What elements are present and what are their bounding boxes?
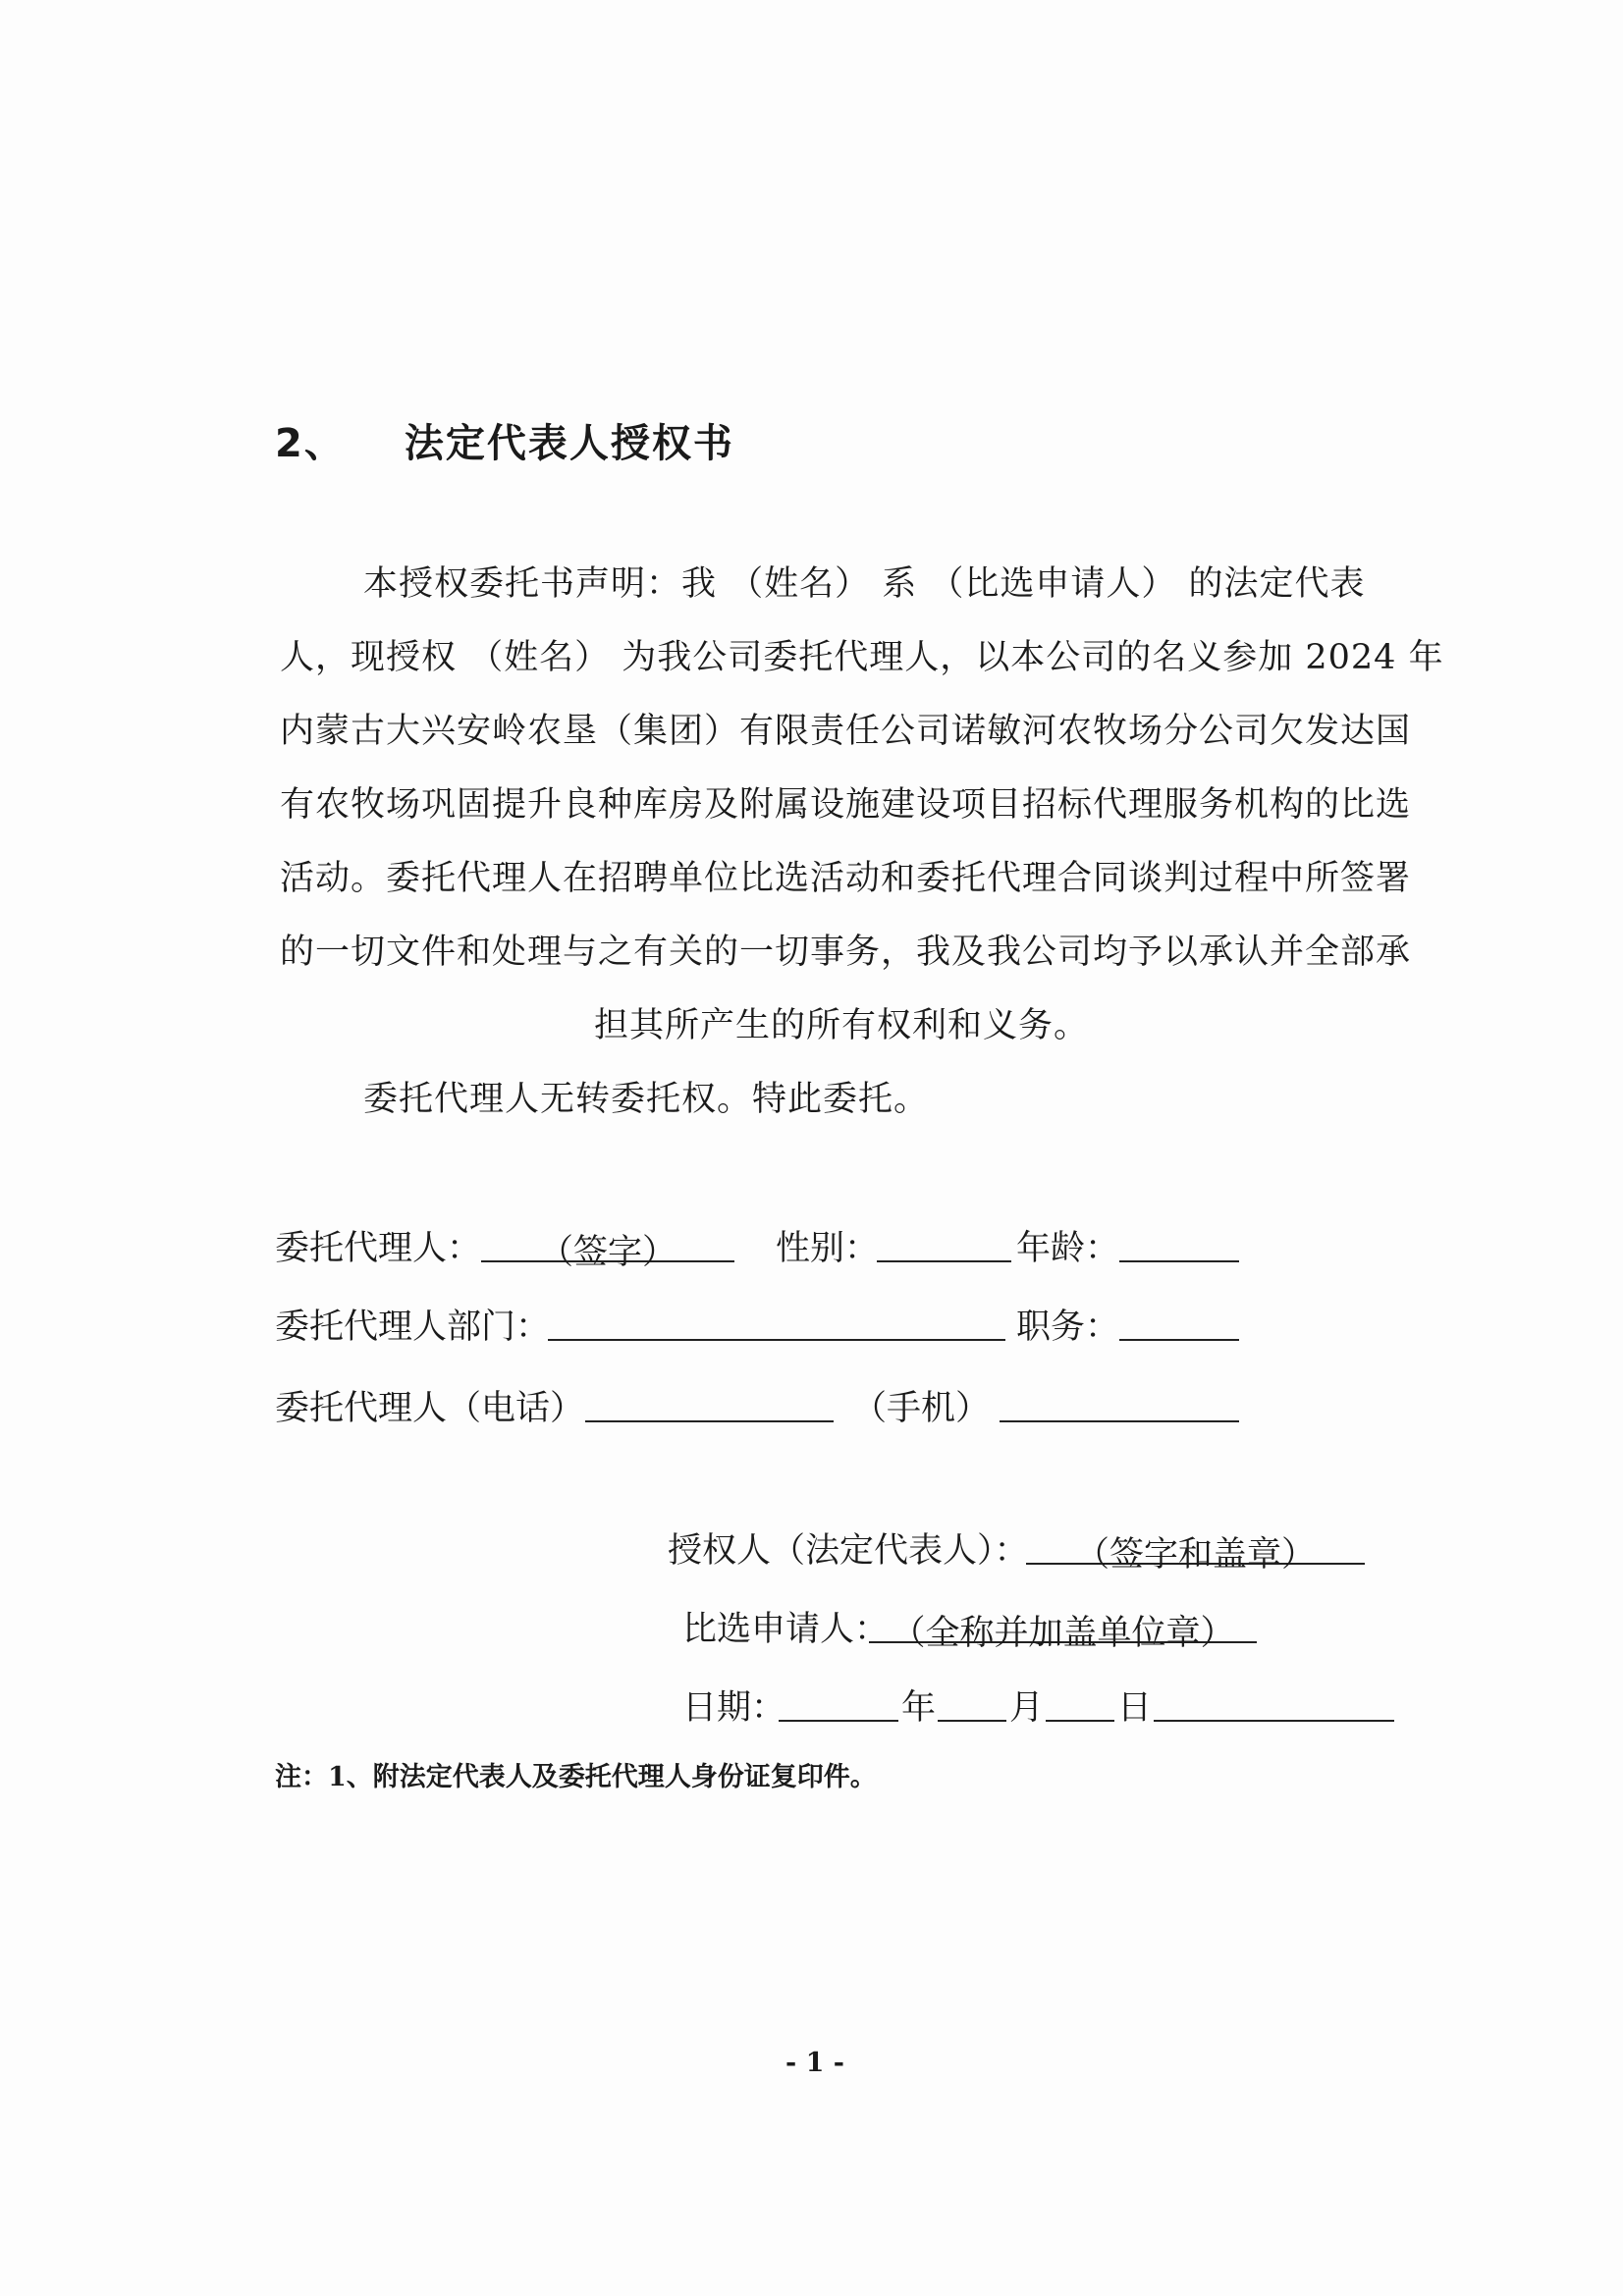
footnote: 注：1、附法定代表人及委托代理人身份证复印件。 — [275, 1762, 877, 1792]
authorizer-signature-hint: （签字和盖章） — [1074, 1535, 1316, 1575]
age-blank — [1119, 1225, 1239, 1262]
gender-label: 性别： — [776, 1229, 880, 1268]
body-line-8: 委托代理人无转委托权。特此委托。 — [363, 1080, 930, 1119]
body-line-3: 内蒙古大兴安岭农垦（集团）有限责任公司诺敏河农牧场分公司欠发达国 — [280, 712, 1412, 751]
phone-label: 委托代理人（电话） — [275, 1389, 585, 1428]
applicant-seal-hint: （全称并加盖单位章） — [891, 1614, 1235, 1653]
body-line-7: 担其所产生的所有权利和义务。 — [594, 1006, 1090, 1045]
body-line-4: 有农牧场巩固提升良种库房及附属设施建设项目招标代理服务机构的比选 — [280, 785, 1412, 825]
agent-signature-hint: （签字） — [538, 1233, 676, 1272]
mobile-blank — [1000, 1385, 1239, 1422]
mobile-label: （手机） — [852, 1389, 991, 1428]
authorizer-label: 授权人（法定代表人）： — [668, 1531, 1029, 1571]
date-year-blank — [779, 1684, 898, 1722]
date-year-label: 年 — [901, 1688, 937, 1728]
applicant-seal-blank — [869, 1606, 1257, 1653]
section-number: 2、 — [275, 421, 346, 466]
section-heading — [275, 412, 734, 468]
phone-blank — [585, 1385, 834, 1422]
body-line-1: 本授权委托书声明：我 （姓名） 系 （比选申请人） 的法定代表 — [363, 564, 1366, 604]
section-title: 法定代表人授权书 — [404, 421, 734, 466]
body-line-5: 活动。委托代理人在招聘单位比选活动和委托代理合同谈判过程中所签署 — [280, 859, 1412, 898]
age-label: 年龄： — [1016, 1229, 1120, 1268]
gender-blank — [877, 1225, 1011, 1262]
applicant-label: 比选申请人： — [682, 1610, 890, 1649]
body-line-6: 的一切文件和处理与之有关的一切事务，我及我公司均予以承认并全部承 — [280, 933, 1412, 972]
agent-signature-blank — [481, 1225, 734, 1272]
department-blank — [548, 1304, 1005, 1341]
authorizer-signature-blank — [1026, 1527, 1365, 1575]
date-day-label: 日 — [1117, 1688, 1153, 1728]
position-blank — [1119, 1304, 1239, 1341]
body-line-2: 人，现授权 （姓名） 为我公司委托代理人，以本公司的名义参加 2024 年 — [280, 638, 1444, 677]
date-label: 日期： — [682, 1688, 786, 1728]
position-label: 职务： — [1016, 1308, 1120, 1347]
date-month-blank — [938, 1684, 1006, 1722]
department-label: 委托代理人部门： — [275, 1308, 551, 1347]
date-trailing-blank — [1154, 1684, 1394, 1722]
date-month-label: 月 — [1009, 1688, 1045, 1728]
date-day-blank — [1046, 1684, 1114, 1722]
page-number: - 1 - — [785, 2048, 844, 2078]
agent-label: 委托代理人： — [275, 1229, 482, 1268]
